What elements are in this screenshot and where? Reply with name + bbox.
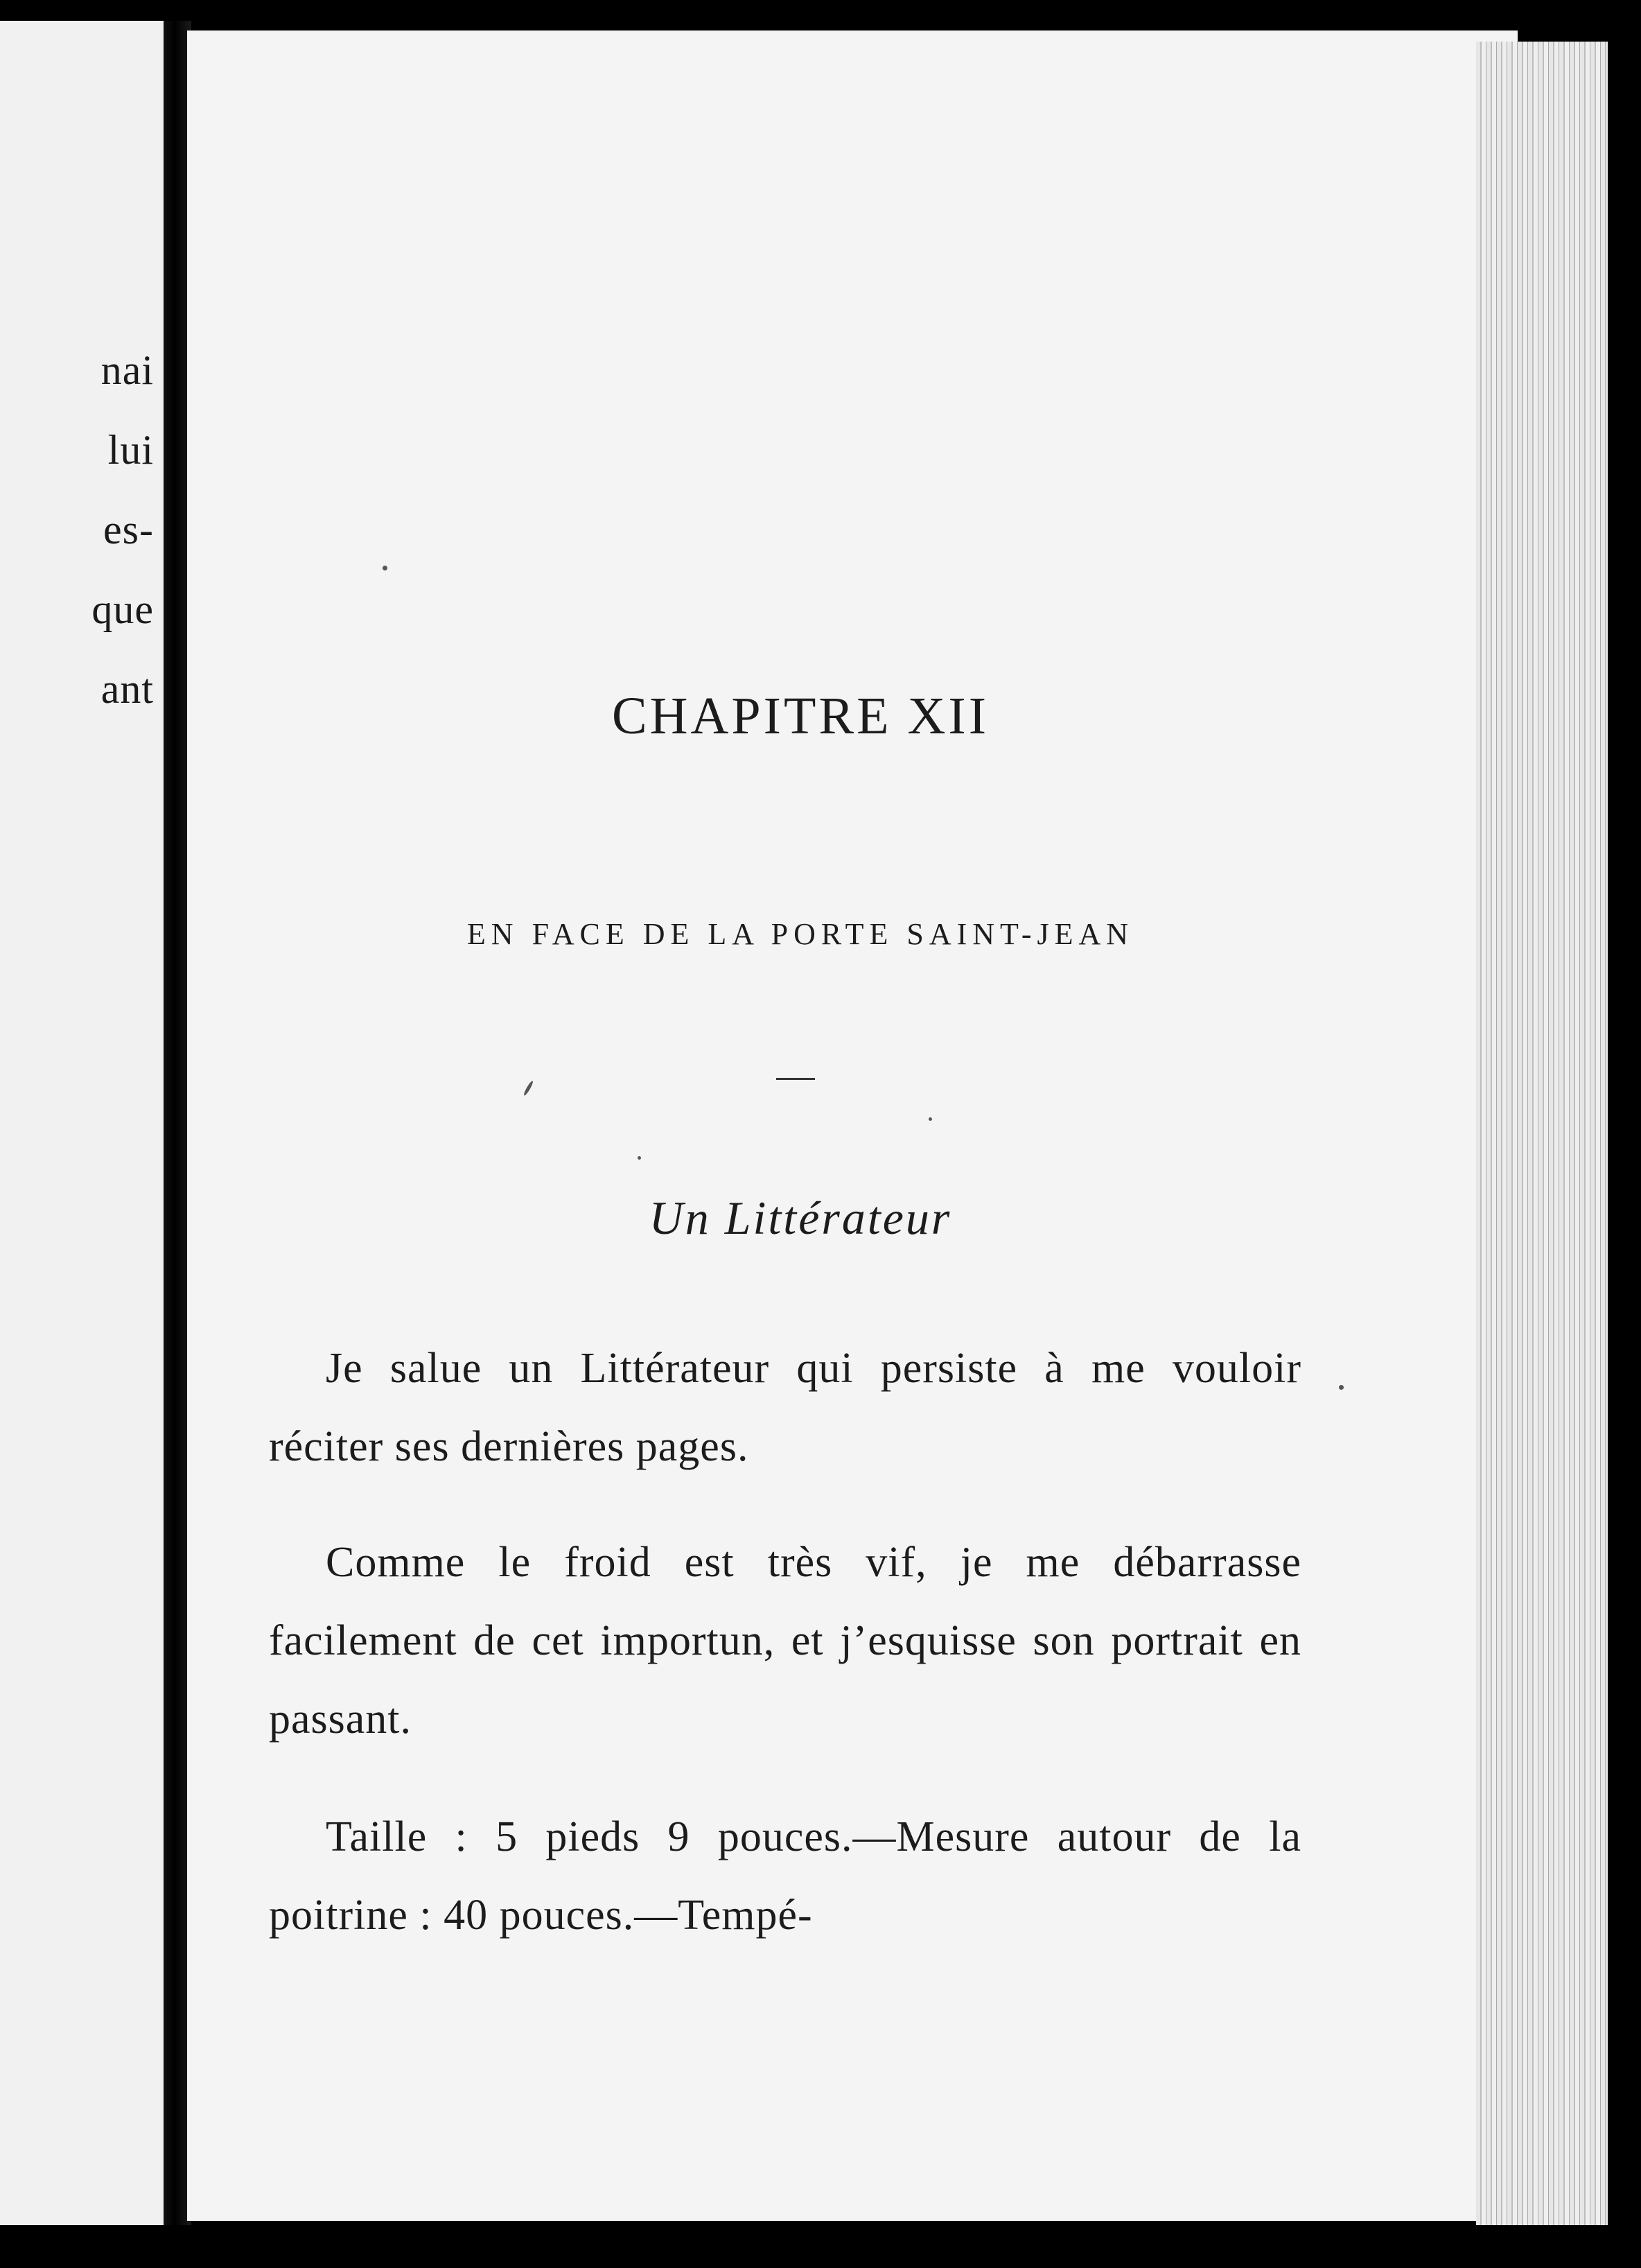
- scan-speck: [383, 566, 387, 570]
- paragraph: Comme le froid est très vif, je me débarrasse facilement de cet importun, et j’esquisse son portrait en passant.: [269, 1539, 1301, 1743]
- section-title: Un Littérateur: [649, 1192, 952, 1244]
- left-page-line: lui: [107, 427, 154, 473]
- scan-border-right: [1608, 0, 1641, 2268]
- scan-speck: [1339, 1385, 1344, 1390]
- page-edges: [1476, 42, 1612, 2225]
- ornament-divider: [776, 1078, 815, 1084]
- left-page-line: es-: [103, 507, 154, 552]
- left-page-line: nai: [100, 347, 154, 393]
- left-page-line: ant: [100, 666, 154, 712]
- left-page-line: que: [91, 586, 154, 632]
- paragraph: Taille : 5 pieds 9 pouces.—Mesure autour de la poitrine : 40 pouces.—Tempé-: [269, 1813, 1301, 1939]
- paragraph: Je salue un Littérateur qui persiste à me vouloir réciter ses dernières pages.: [269, 1345, 1301, 1470]
- scan-border-bottom: [0, 2225, 1641, 2268]
- left-facing-page: [0, 21, 165, 2232]
- scan-border-top: [0, 0, 1641, 28]
- chapter-subtitle: EN FACE DE LA PORTE SAINT-JEAN: [466, 917, 1134, 951]
- scan-speck: [929, 1117, 932, 1121]
- chapter-title: CHAPITRE XII: [611, 687, 990, 745]
- scan-speck: [638, 1156, 641, 1160]
